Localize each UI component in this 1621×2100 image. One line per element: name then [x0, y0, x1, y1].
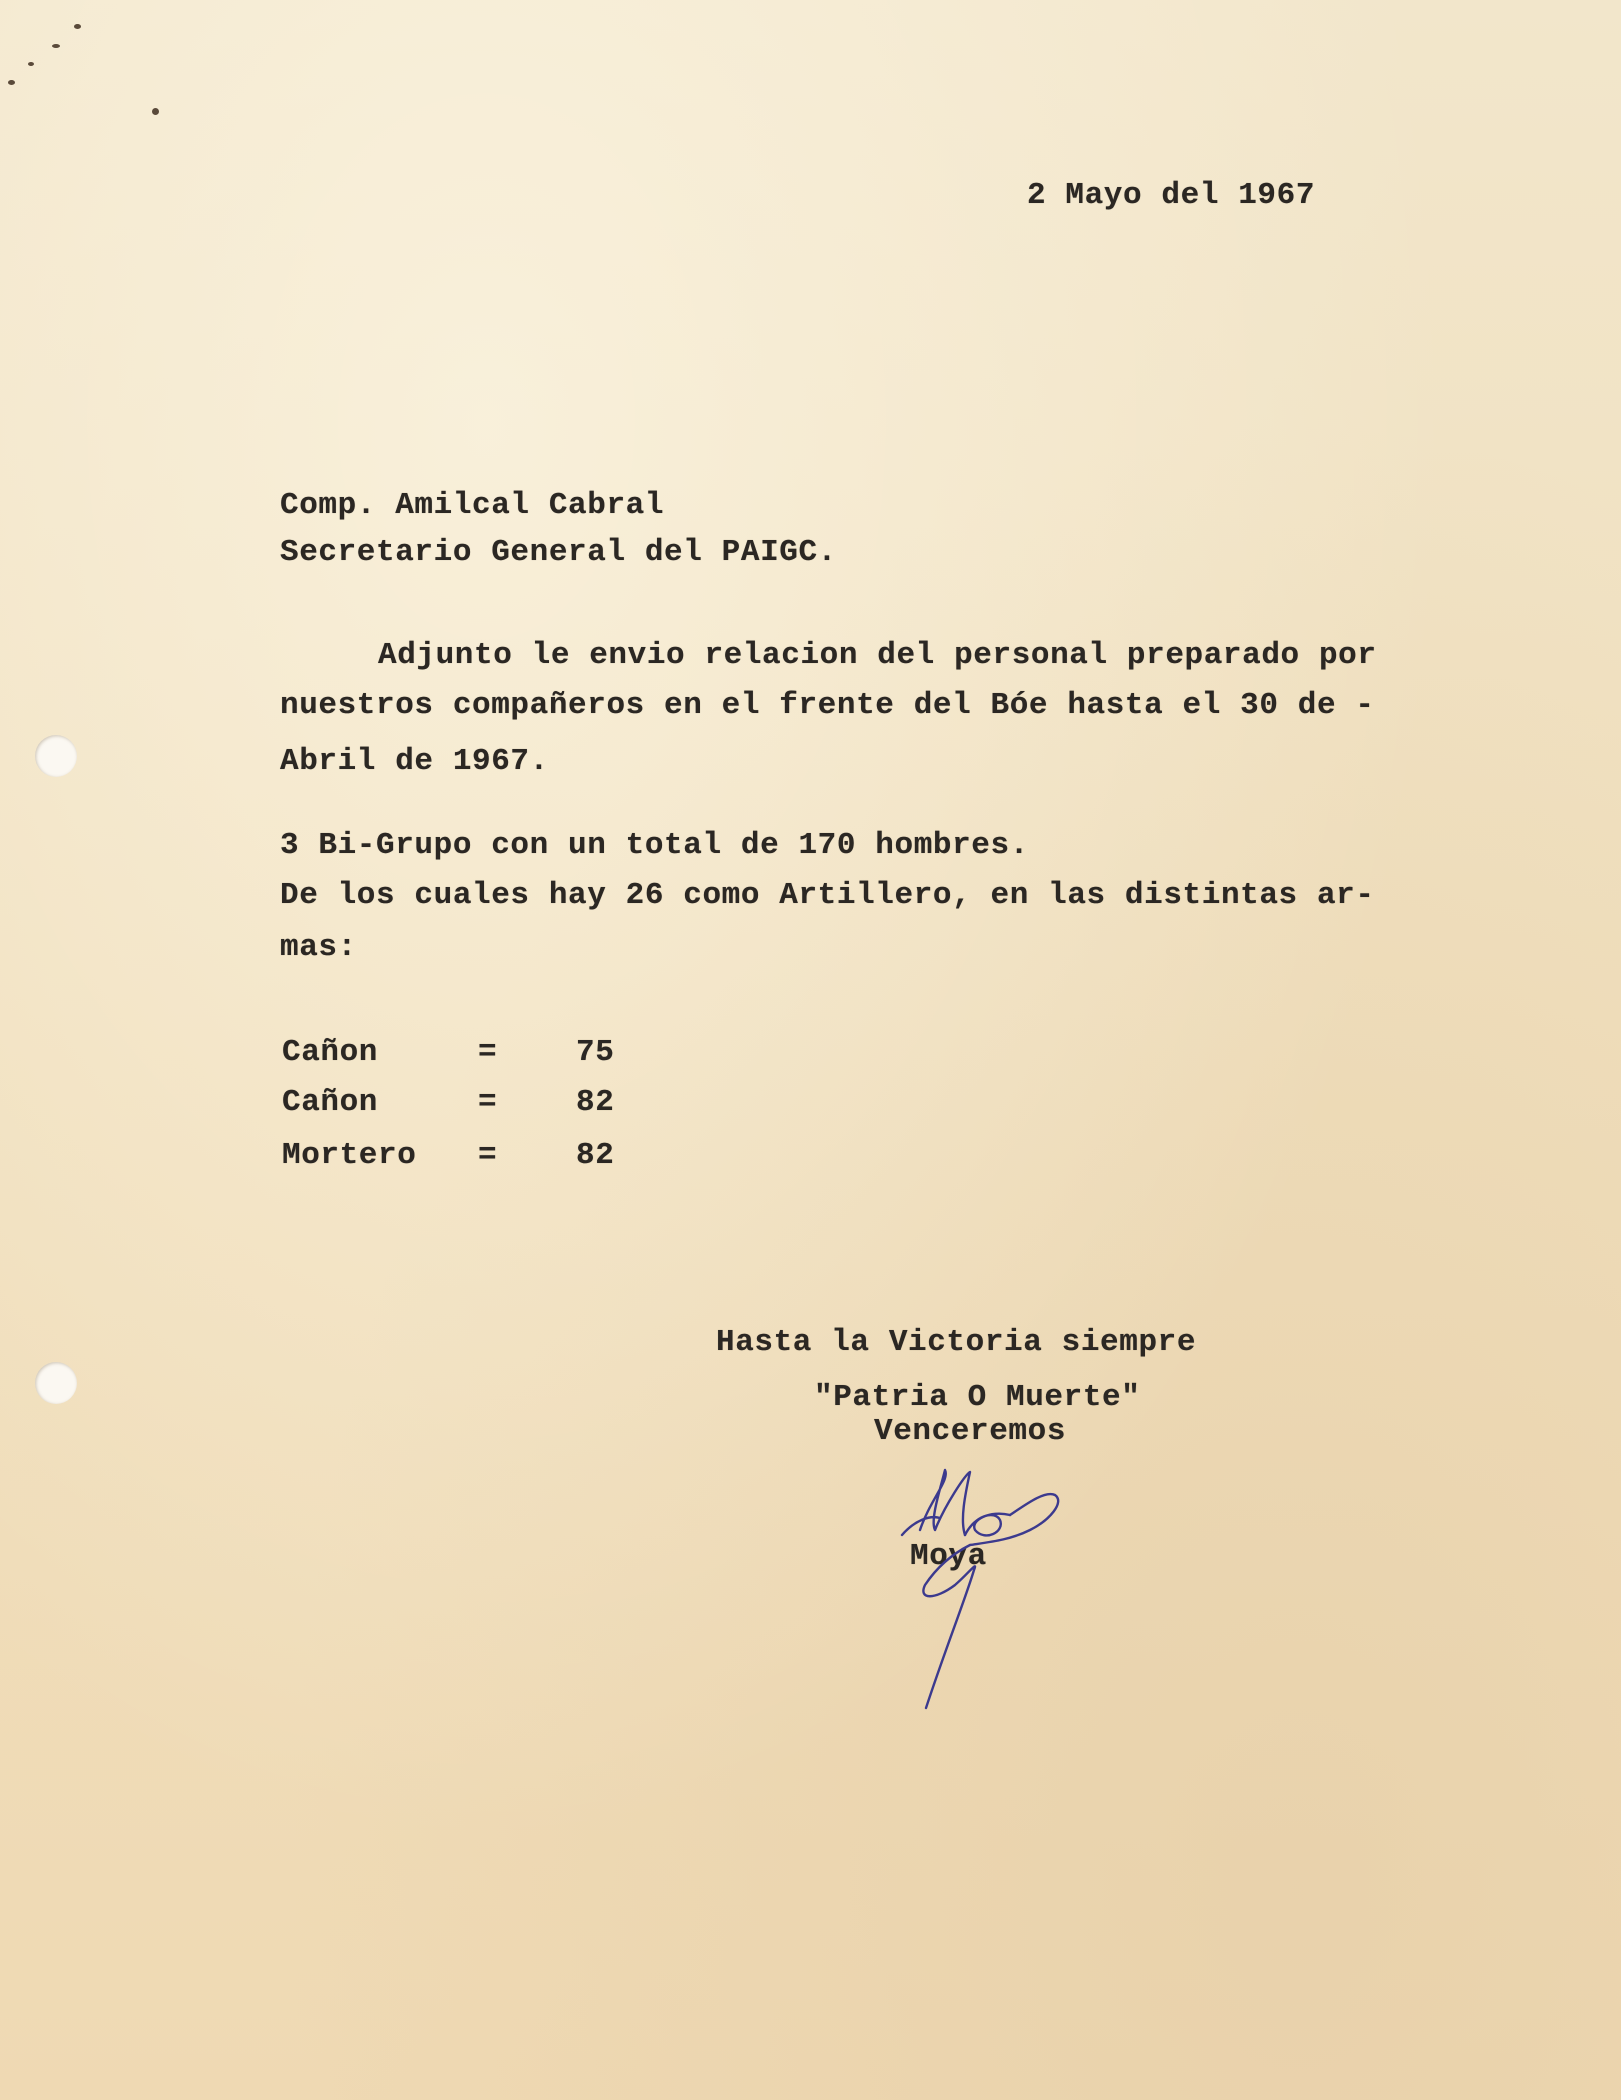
body-paragraph-line: nuestros compañeros en el frente del Bóe hasta el 30 de -: [280, 688, 1375, 723]
handwritten-signature: [870, 1460, 1090, 1730]
arms-item-equals: =: [478, 1085, 498, 1120]
signer-name: Moya: [910, 1539, 987, 1574]
paper-speck: [152, 108, 159, 115]
arms-item-value: 82: [576, 1085, 615, 1120]
body-paragraph-line: 3 Bi-Grupo con un total de 170 hombres.: [280, 828, 1029, 863]
recipient-name: Comp. Amilcal Cabral: [280, 488, 665, 523]
closing-line: Hasta la Victoria siempre: [716, 1325, 1197, 1360]
body-paragraph-line: Abril de 1967.: [280, 744, 549, 779]
body-paragraph-line: Adjunto le envio relacion del personal preparado por: [378, 638, 1377, 673]
punch-hole-upper: [35, 735, 77, 777]
body-paragraph-line: De los cuales hay 26 como Artillero, en las distintas ar-: [280, 878, 1375, 913]
paper-speck: [52, 44, 60, 48]
letter-date: 2 Mayo del 1967: [1027, 178, 1316, 213]
paper-speck: [8, 80, 15, 85]
closing-line: Venceremos: [874, 1414, 1067, 1449]
arms-item-equals: =: [478, 1035, 498, 1070]
recipient-title: Secretario General del PAIGC.: [280, 535, 837, 570]
arms-item-name: Mortero: [282, 1138, 417, 1173]
arms-item-name: Cañon: [282, 1035, 379, 1070]
arms-item-equals: =: [478, 1138, 498, 1173]
paper-speck: [74, 24, 81, 29]
arms-item-value: 75: [576, 1035, 615, 1070]
closing-line: "Patria O Muerte": [814, 1380, 1141, 1415]
body-paragraph-line: mas:: [280, 930, 357, 965]
arms-item-name: Cañon: [282, 1085, 379, 1120]
punch-hole-lower: [35, 1362, 77, 1404]
arms-item-value: 82: [576, 1138, 615, 1173]
paper-speck: [28, 62, 34, 66]
